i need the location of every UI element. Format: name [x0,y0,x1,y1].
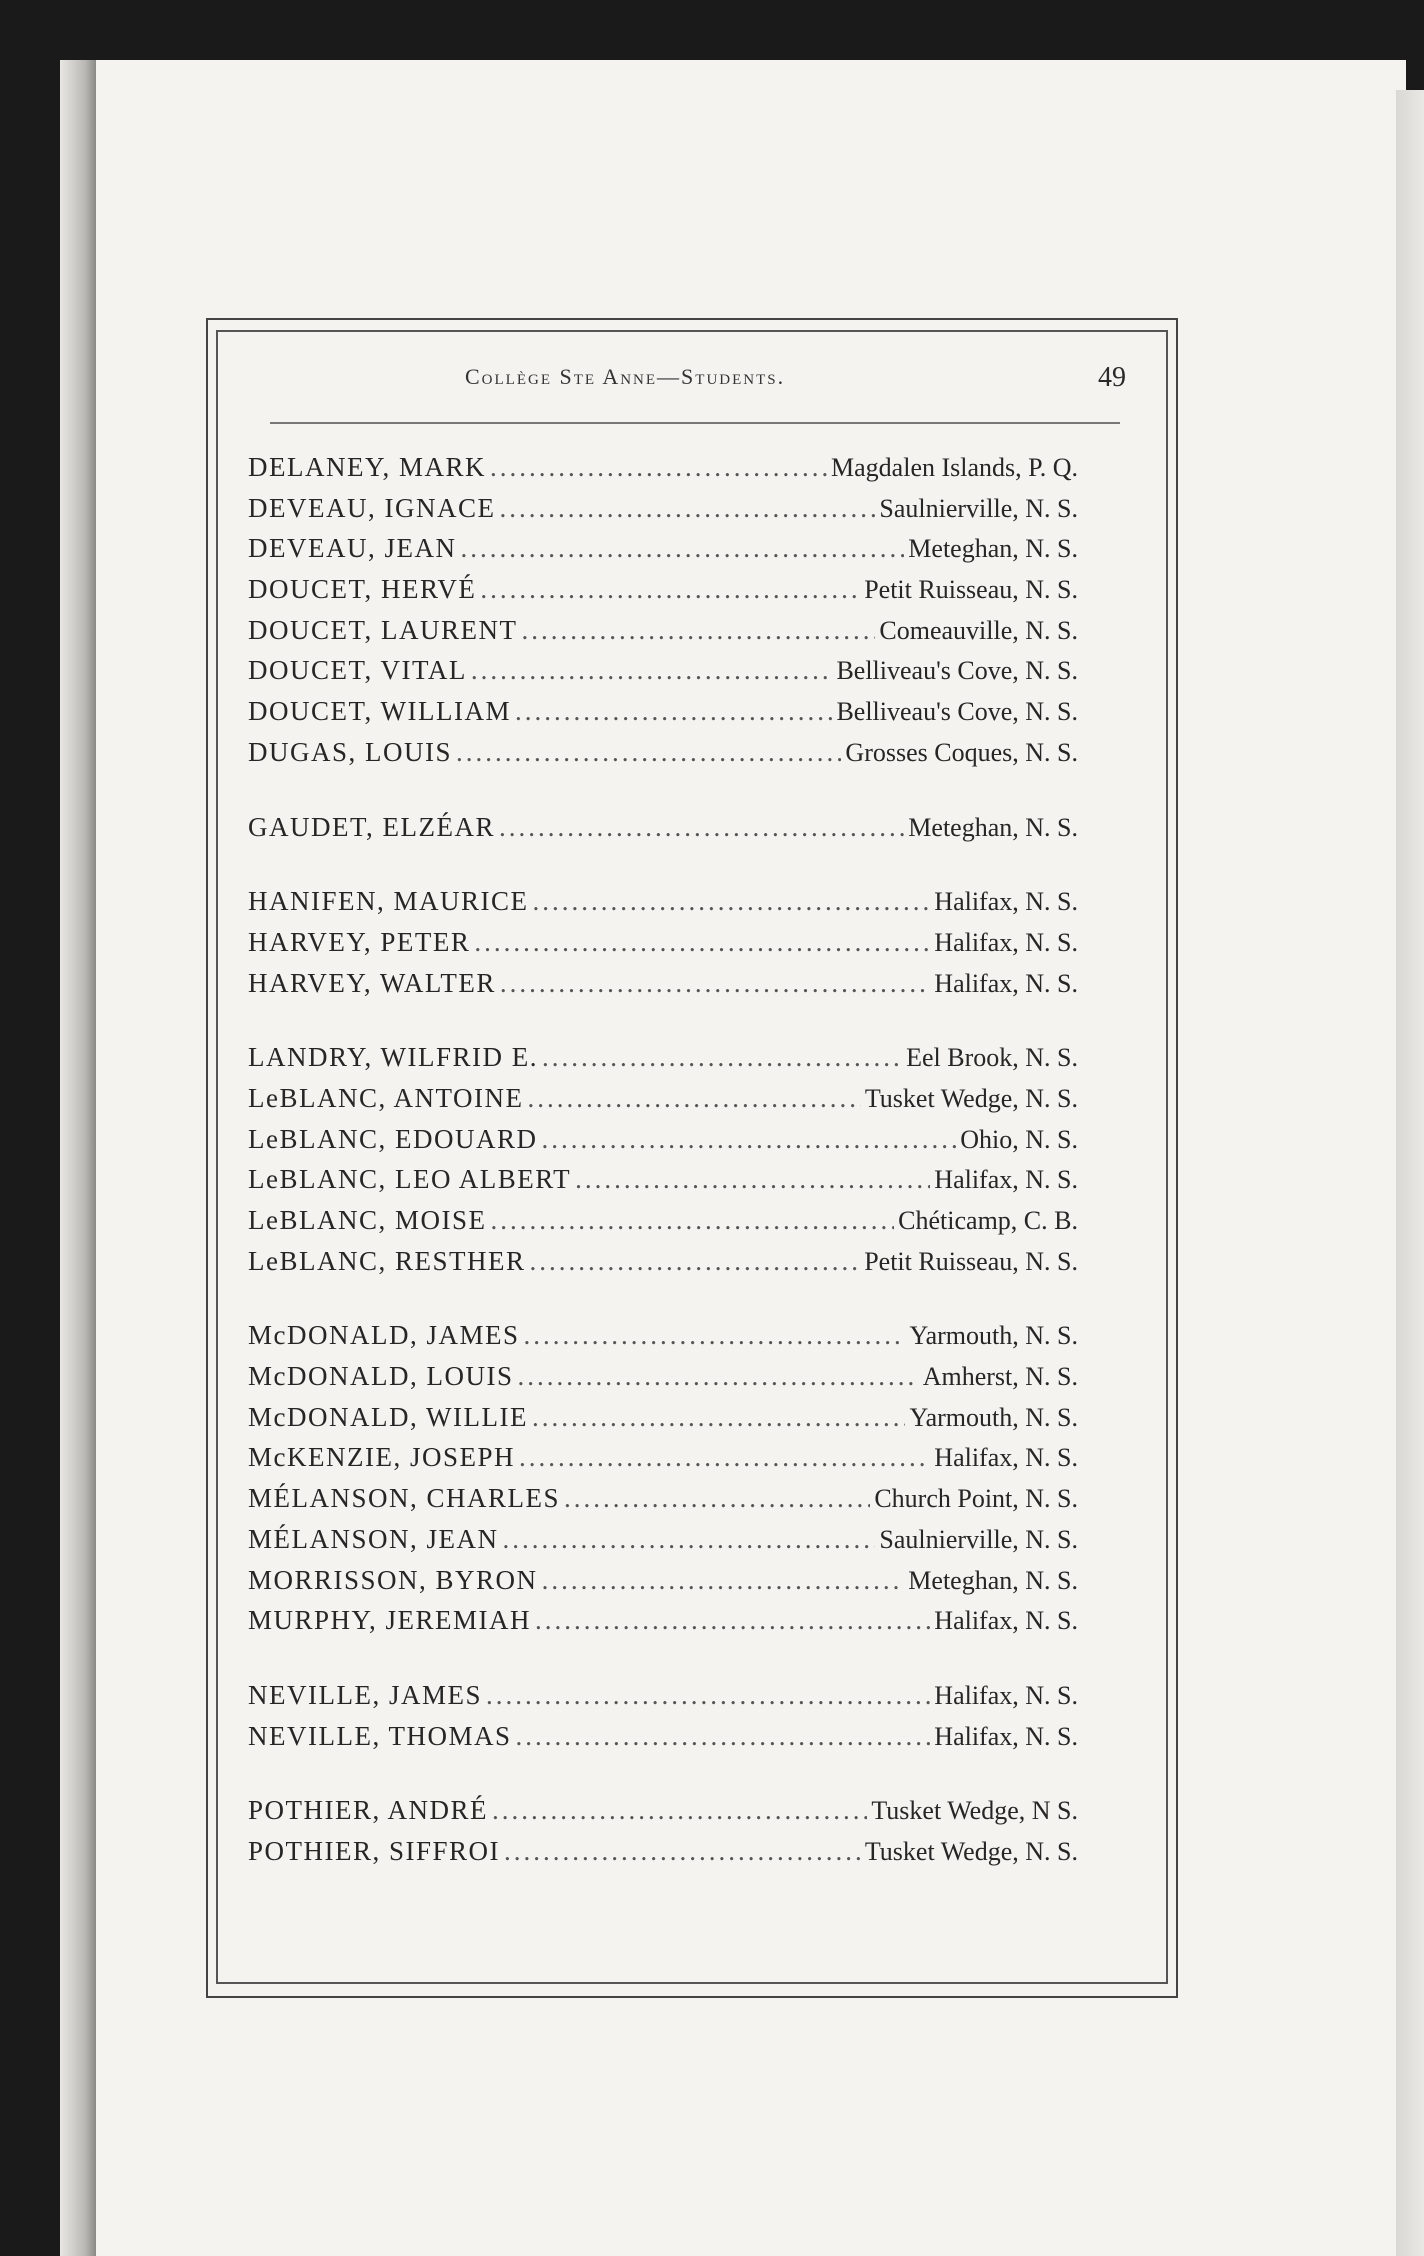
dot-leader [486,1680,930,1711]
student-list [248,452,1088,1911]
header-rule [270,422,1120,424]
dot-leader [490,452,827,483]
dot-leader [499,812,904,843]
dot-leader [542,1042,902,1073]
student-name: NEVILLE, JAMES [248,1679,482,1710]
student-hometown: Halifax, N. S. [934,927,1078,957]
dot-leader [530,1246,861,1277]
dot-leader [575,1164,930,1195]
running-title: Collège Ste Anne—Students. [465,364,786,389]
student-hometown: Saulnierville, N. S. [879,493,1078,523]
student-name: DEVEAU, IGNACE [248,492,496,523]
student-entry [248,968,1088,1009]
student-entry [248,655,1088,696]
student-hometown: Comeauville, N. S. [879,615,1078,645]
dot-leader [474,927,930,958]
student-entry [248,1836,1088,1877]
student-hometown: Halifax, N. S. [934,1680,1078,1710]
dot-leader [524,1320,906,1351]
student-entry [248,1442,1088,1483]
student-name: McDONALD, WILLIE [248,1401,528,1432]
student-hometown: Petit Ruisseau, N. S. [864,1246,1078,1276]
student-group [248,1680,1088,1761]
student-entry [248,886,1088,927]
student-name: DOUCET, WILLIAM [248,696,511,727]
student-entry [248,1402,1088,1443]
student-hometown: Yarmouth, N. S. [909,1402,1078,1432]
running-head [240,360,1140,400]
student-entry [248,812,1088,853]
dot-leader [515,696,832,727]
dot-leader [541,1124,956,1155]
page-number: 49 [1098,362,1126,393]
dot-leader [471,655,833,686]
student-entry [248,1361,1088,1402]
dot-leader [492,1795,867,1826]
dot-leader [499,493,875,524]
student-name: HARVEY, PETER [248,926,471,957]
student-entry [248,615,1088,656]
student-group [248,812,1088,853]
student-name: MURPHY, JEREMIAH [248,1605,532,1636]
page-edge [1396,90,1424,2256]
student-name: LANDRY, WILFRID E. [248,1042,539,1073]
student-entry [248,1124,1088,1165]
student-name: LeBLANC, LEO ALBERT [248,1164,572,1195]
student-name: DOUCET, LAURENT [248,614,518,645]
dot-leader [533,886,931,917]
student-group [248,886,1088,1008]
student-hometown: Saulnierville, N. S. [879,1524,1078,1554]
student-name: LeBLANC, ANTOINE [248,1082,524,1113]
dot-leader [535,1605,930,1636]
student-name: McKENZIE, JOSEPH [248,1442,515,1473]
student-entry [248,533,1088,574]
student-entry [248,1795,1088,1836]
student-hometown: Halifax, N. S. [934,1443,1078,1473]
student-hometown: Halifax, N. S. [934,1165,1078,1195]
dot-leader [456,737,841,768]
student-name: DELANEY, MARK [248,452,487,482]
student-entry [248,1164,1088,1205]
student-entry [248,493,1088,534]
student-name: MORRISSON, BYRON [248,1564,538,1595]
dot-leader [515,1721,930,1752]
student-name: DEVEAU, JEAN [248,533,457,564]
student-entry [248,1605,1088,1646]
student-hometown: Halifax, N. S. [934,1606,1078,1636]
student-name: DOUCET, HERVÉ [248,574,477,605]
dot-leader [491,1205,895,1236]
dot-leader [564,1483,870,1514]
student-entry [248,1721,1088,1762]
student-hometown: Meteghan, N. S. [908,534,1078,564]
student-entry [248,927,1088,968]
student-hometown: Tusket Wedge, N. S. [864,1083,1078,1113]
dot-leader [503,1524,876,1555]
dot-leader [542,1565,905,1596]
student-group [248,452,1088,778]
student-hometown: Meteghan, N. S. [908,1565,1078,1595]
student-entry [248,1205,1088,1246]
page-gutter-shadow [60,60,96,2256]
student-hometown: Belliveau's Cove, N. S. [836,697,1078,727]
student-entry [248,1524,1088,1565]
student-hometown: Grosses Coques, N. S. [845,737,1078,767]
dot-leader [521,615,875,646]
student-entry [248,452,1088,493]
student-name: POTHIER, SIFFROI [248,1835,501,1866]
student-name: LeBLANC, MOISE [248,1205,487,1235]
student-name: NEVILLE, THOMAS [248,1720,512,1751]
student-entry [248,1565,1088,1606]
dot-leader [480,574,860,605]
student-hometown: Tusket Wedge, N. S. [864,1836,1078,1866]
student-hometown: Meteghan, N. S. [908,812,1078,842]
student-name: POTHIER, ANDRÉ [248,1795,489,1826]
student-hometown: Tusket Wedge, N S. [871,1796,1078,1826]
student-hometown: Yarmouth, N. S. [909,1321,1078,1351]
student-entry [248,1246,1088,1287]
student-name: LeBLANC, RESTHER [248,1245,526,1276]
student-hometown: Halifax, N. S. [934,887,1078,917]
student-hometown: Ohio, N. S. [960,1124,1078,1154]
student-hometown: Amherst, N. S. [922,1362,1078,1392]
student-group [248,1795,1088,1876]
student-name: McDONALD, JAMES [248,1320,520,1351]
student-group [248,1042,1088,1286]
student-entry [248,737,1088,778]
student-entry [248,1320,1088,1361]
student-entry [248,574,1088,615]
dot-leader [517,1361,918,1392]
student-hometown: Chéticamp, C. B. [898,1206,1078,1235]
student-name: McDONALD, LOUIS [248,1361,514,1392]
student-hometown: Halifax, N. S. [934,968,1078,998]
student-name: MÉLANSON, JEAN [248,1523,499,1554]
dot-leader [504,1836,861,1867]
student-name: HANIFEN, MAURICE [248,886,529,917]
student-hometown: Belliveau's Cove, N. S. [836,656,1078,686]
student-hometown: Petit Ruisseau, N. S. [864,575,1078,605]
student-entry [248,1680,1088,1721]
dot-leader [460,533,904,564]
student-hometown: Magdalen Islands, P. Q. [831,453,1078,482]
student-hometown: Halifax, N. S. [934,1721,1078,1751]
student-hometown: Church Point, N. S. [874,1484,1078,1514]
dot-leader [532,1402,906,1433]
dot-leader [519,1442,930,1473]
student-entry [248,1483,1088,1524]
student-entry [248,696,1088,737]
student-name: DUGAS, LOUIS [248,736,453,767]
student-name: HARVEY, WALTER [248,967,496,998]
dot-leader [527,1083,860,1114]
student-group [248,1320,1088,1646]
student-name: GAUDET, ELZÉAR [248,811,495,842]
student-name: LeBLANC, EDOUARD [248,1123,538,1154]
dot-leader [500,968,930,999]
student-name: DOUCET, VITAL [248,655,467,686]
student-hometown: Eel Brook, N. S. [906,1043,1078,1073]
student-name: MÉLANSON, CHARLES [248,1483,561,1514]
student-entry [248,1083,1088,1124]
student-entry [248,1042,1088,1083]
